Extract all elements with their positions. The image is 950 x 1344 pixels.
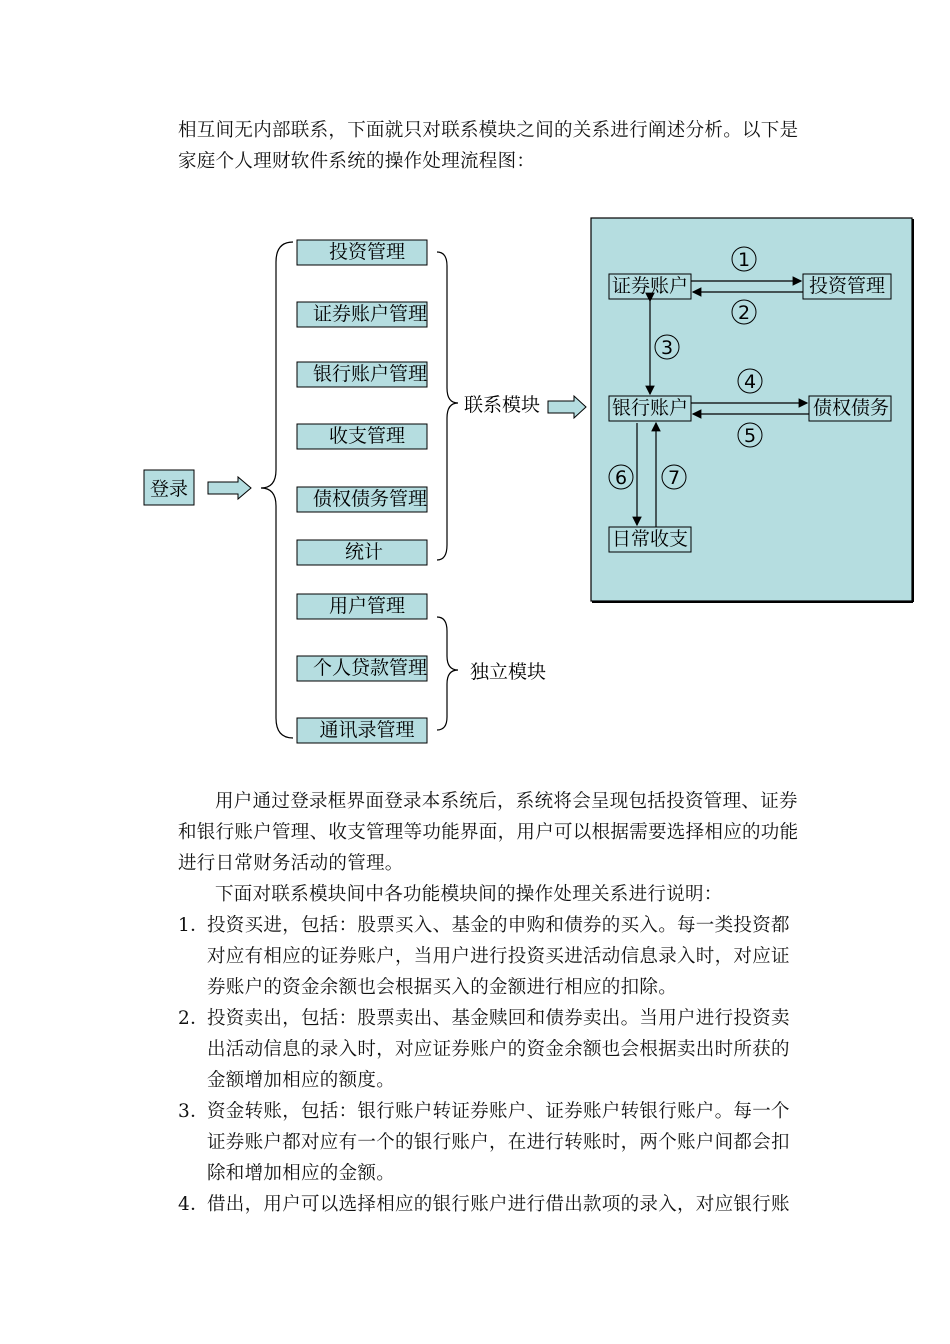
- list-item: [178, 1003, 808, 1096]
- list-number: 2．: [178, 1008, 209, 1029]
- body-paragraph-2: [178, 879, 808, 910]
- list-number: 4．: [178, 1194, 209, 1215]
- text-line: 家庭个人理财软件系统的操作处理流程图：: [178, 151, 536, 172]
- securities-label: 证券账户: [612, 275, 689, 297]
- list-item: [178, 1189, 808, 1220]
- linked-brace: [437, 252, 458, 560]
- relationship-panel: [591, 218, 913, 602]
- debt-label: 债权债务: [813, 397, 890, 419]
- text-line: 对应有相应的证券账户，当用户进行投资买进活动信息录入时，对应证: [207, 946, 790, 967]
- text-line: 券账户的资金余额也会根据买入的金额进行相应的扣除。: [207, 977, 678, 998]
- module-label: 投资管理: [328, 241, 406, 263]
- step-number: 1: [737, 249, 751, 271]
- step-number: 6: [614, 467, 628, 489]
- module-label: 通讯录管理: [319, 719, 415, 741]
- text-line: 出活动信息的录入时，对应证券账户的资金余额也会根据卖出时所获的: [207, 1039, 790, 1060]
- step-number: 3: [660, 337, 674, 359]
- module-box-3: [297, 424, 427, 449]
- module-box-7: [297, 656, 427, 681]
- bank-label: 银行账户: [612, 397, 689, 419]
- module-label: 用户管理: [328, 595, 406, 617]
- step-number: 2: [737, 302, 751, 324]
- list-number: 1．: [178, 915, 209, 936]
- independent-brace: [437, 617, 458, 730]
- module-label: 收支管理: [328, 425, 406, 447]
- step-number: 5: [743, 425, 757, 447]
- module-box-5: [297, 540, 427, 565]
- daily-label: 日常收支: [612, 528, 689, 550]
- text-line: 进行日常财务活动的管理。: [178, 853, 404, 874]
- module-box-2: [297, 362, 427, 387]
- module-label: 银行账户管理: [312, 363, 428, 385]
- module-label: 个人贷款管理: [312, 657, 428, 679]
- main-brace: [261, 242, 293, 738]
- module-box-1: [297, 302, 427, 327]
- login-label: 登录: [149, 478, 189, 500]
- login-arrow: [208, 477, 251, 499]
- module-box-8: [297, 718, 427, 743]
- login-box: [144, 470, 194, 505]
- module-box-0: [297, 240, 427, 265]
- linked-modules-label: 联系模块: [464, 394, 541, 416]
- text-line: 和银行账户管理、收支管理等功能界面，用户可以根据需要选择相应的功能: [178, 822, 799, 843]
- step-number: 4: [743, 371, 757, 393]
- module-label: 证券账户管理: [312, 303, 428, 325]
- text-line: 用户通过登录框界面登录本系统后，系统将会呈现包括投资管理、证券: [215, 791, 798, 812]
- list-item: [178, 1096, 808, 1189]
- investment-label: 投资管理: [809, 275, 886, 297]
- module-label: 统计: [344, 541, 384, 563]
- independent-modules-label: 独立模块: [470, 661, 547, 683]
- step-number: 7: [667, 467, 681, 489]
- panel-arrow: [548, 396, 586, 418]
- text-line: 资金转账，包括：银行账户转证券账户、证券账户转银行账户。每一个: [207, 1101, 790, 1122]
- text-line: 除和增加相应的金额。: [207, 1163, 396, 1184]
- text-line: 投资卖出，包括：股票卖出、基金赎回和债券卖出。当用户进行投资卖: [207, 1008, 790, 1029]
- text-line: 投资买进，包括：股票买入、基金的申购和债券的买入。每一类投资都: [207, 915, 790, 936]
- text-line: 相互间无内部联系，下面就只对联系模块之间的关系进行阐述分析。以下是: [178, 120, 799, 141]
- module-box-4: [297, 487, 427, 512]
- text-line: 下面对联系模块间中各功能模块间的操作处理关系进行说明：: [215, 884, 723, 905]
- module-label: 债权债务管理: [312, 488, 428, 510]
- module-box-6: [297, 594, 427, 619]
- text-line: 证券账户都对应有一个的银行账户，在进行转账时，两个账户间都会扣: [207, 1132, 790, 1153]
- list-number: 3．: [178, 1101, 209, 1122]
- list-item: [178, 910, 808, 1003]
- text-line: 借出，用户可以选择相应的银行账户进行借出款项的录入，对应银行账: [207, 1194, 790, 1215]
- body-paragraph-1: [178, 786, 808, 879]
- text-line: 金额增加相应的额度。: [207, 1070, 396, 1091]
